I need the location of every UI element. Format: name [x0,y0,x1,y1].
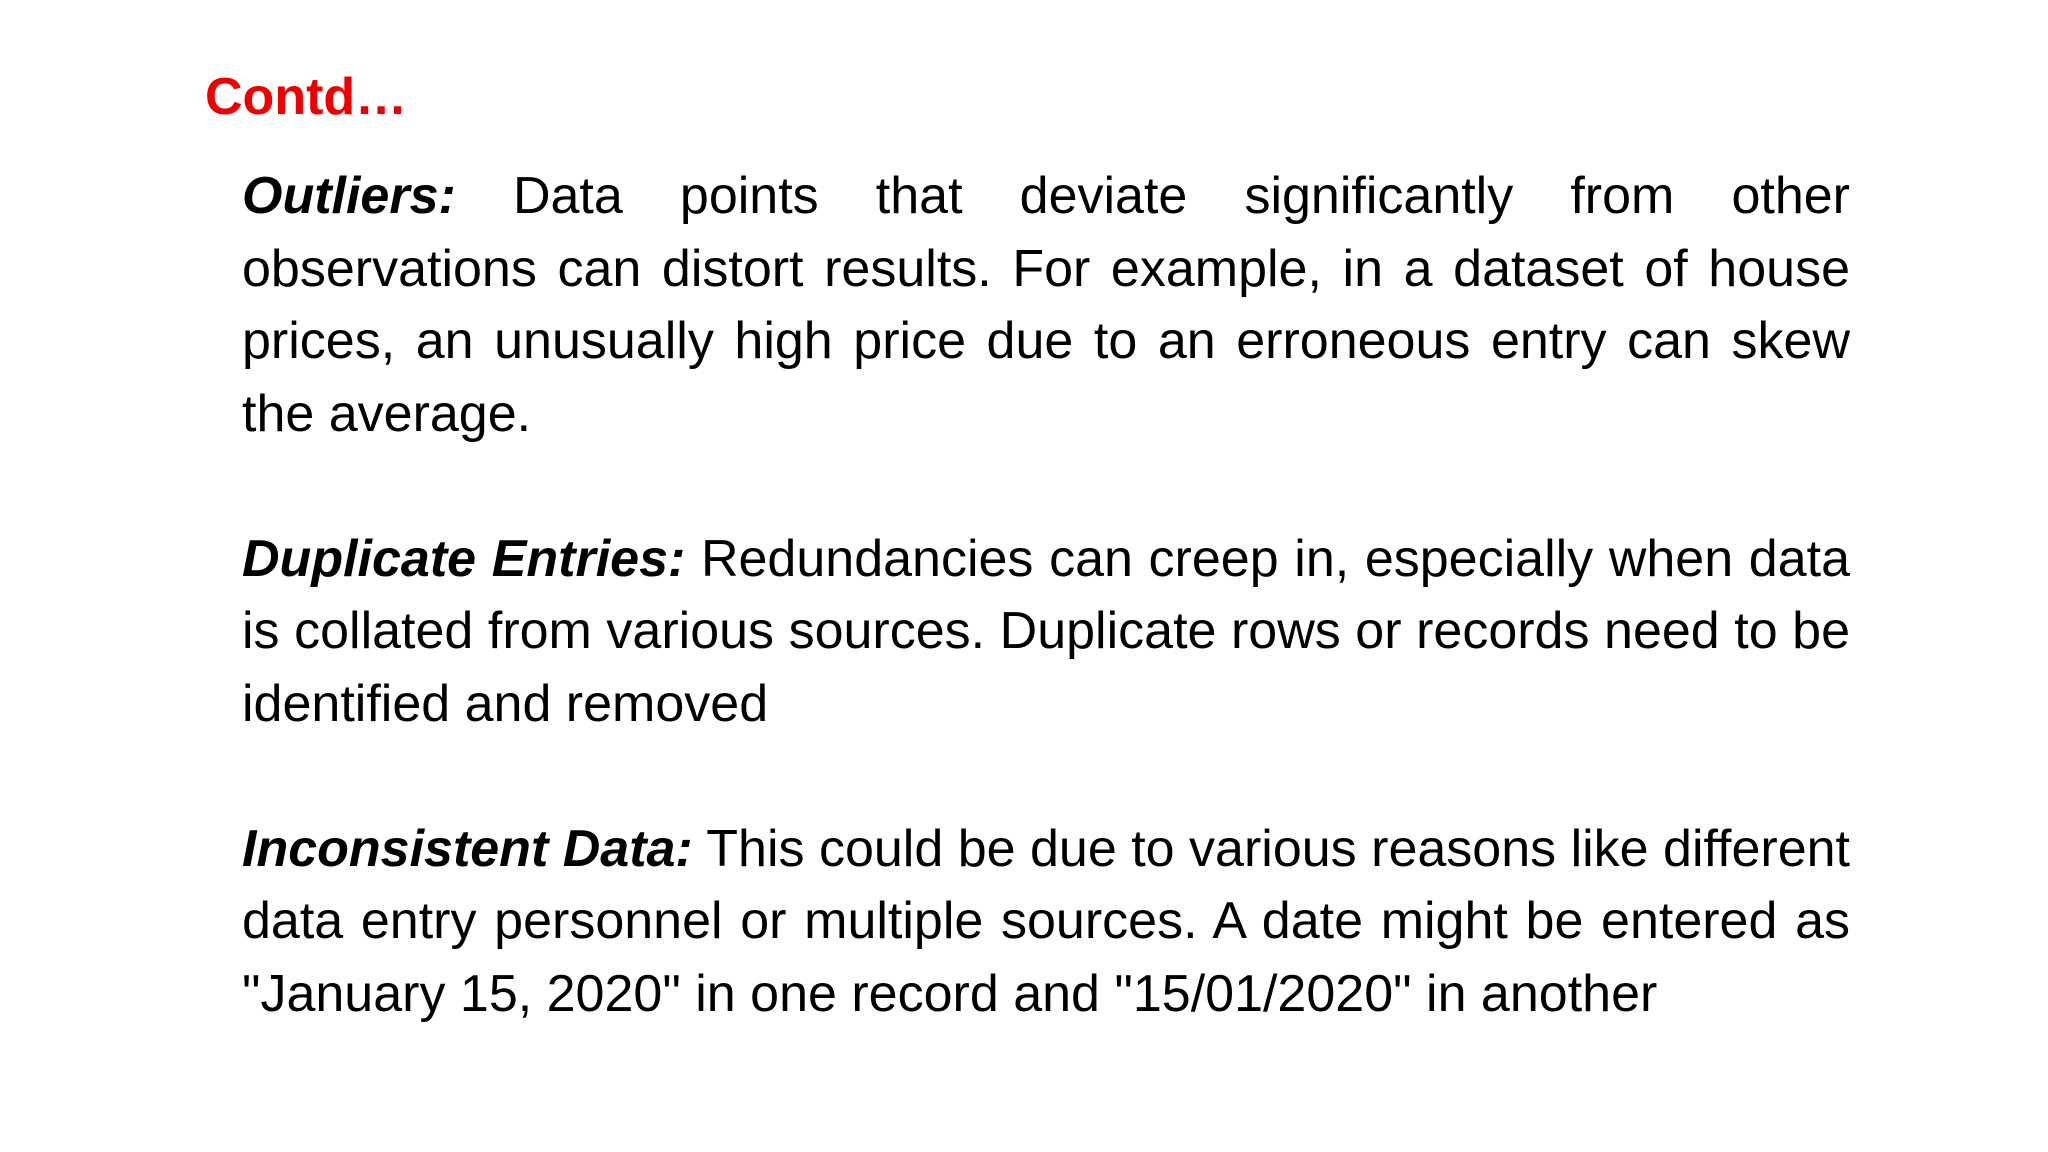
paragraph-duplicate-entries [242,523,1850,741]
paragraph-outliers [242,160,1850,450]
text-inconsistent-data: This could be due to various reasons like different data entry personnel or multiple sources. A date might be entered as "January 15, 2020" in one record and "15/01/2020" in another [242,819,1851,1023]
slide-title: Contd… [205,68,408,126]
slide-body [242,160,1850,1103]
text-outliers: Data points that deviate significantly from other observations can distort results. For example, in a dataset of house prices, an unusually high price due to an erroneous entry can skew the average. [242,167,1850,443]
term-inconsistent-data: Inconsistent Data: [242,819,693,878]
paragraph-inconsistent-data [242,813,1850,1031]
term-outliers: Outliers: [242,167,456,225]
term-duplicate-entries: Duplicate Entries: [242,529,686,588]
text-duplicate-entries: Redundancies can creep in, especially when data is collated from various sources. Duplicate rows or records need to be identified and removed [242,529,1850,733]
